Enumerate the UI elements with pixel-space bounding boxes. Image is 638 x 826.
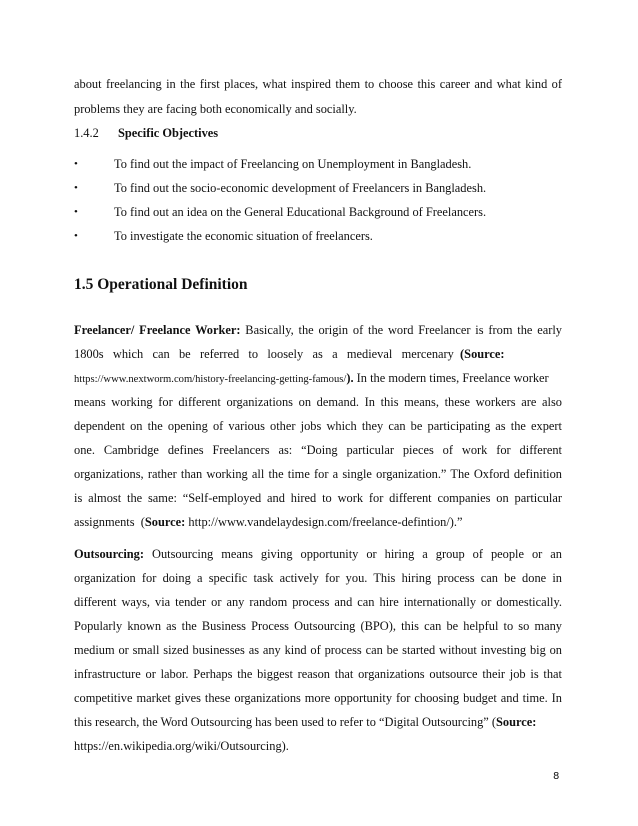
- paragraph-line: competitive market gives these organizations more opportunity for choosing budget and time. In: [74, 691, 562, 705]
- line-text: assignments (: [74, 515, 145, 529]
- paragraph-line: https://en.wikipedia.org/wiki/Outsourcing).: [74, 739, 289, 753]
- paragraph-line: dependent on the opening of various other jobs which they can be participating as the expert: [74, 419, 562, 433]
- line-text: Basically, the origin of the word Freelancer is from the early: [240, 323, 562, 337]
- line-text: Outsourcing means giving opportunity or hiring a group of people or an: [144, 547, 562, 561]
- subsection-number: 1.4.2: [74, 126, 99, 140]
- paragraph-line: [74, 514, 562, 530]
- definition-term: Outsourcing:: [74, 547, 144, 561]
- line-text: In the modern times, Freelance worker: [353, 371, 549, 385]
- paragraph-line: [74, 346, 562, 362]
- line-text: ).: [346, 371, 354, 385]
- paragraph-line: [74, 546, 562, 562]
- subsection-title: Specific Objectives: [118, 126, 219, 140]
- paragraph-line: means working for different organizations on demand. In this means, these workers are also: [74, 395, 562, 409]
- definition-term: Freelancer/ Freelance Worker:: [74, 323, 241, 337]
- bullet-icon: •: [74, 158, 78, 170]
- source-label: (Source:: [460, 347, 505, 361]
- paragraph-line: infrastructure or labor. Perhaps the biggest reason that organizations outsource their job is that: [74, 667, 562, 681]
- paragraph-line: [74, 322, 562, 338]
- section-title: 1.5 Operational Definition: [74, 276, 248, 293]
- paragraph-line: is almost the same: “Self-employed and hired to work for different companies on particular: [74, 491, 562, 505]
- paragraph-line: organization for doing a specific task actively for you. This hiring process can be done in: [74, 571, 562, 585]
- bullet-icon: •: [74, 230, 78, 242]
- paragraph-line: [74, 370, 562, 388]
- source-url: https://www.nextworm.com/history-freelancing-getting-famous/: [74, 374, 347, 385]
- bullet-icon: •: [74, 182, 78, 194]
- line-text: 1800s which can be referred to loosely as a medieval mercenary: [74, 347, 461, 361]
- source-label: Source:: [496, 715, 537, 729]
- paragraph-line: Popularly known as the Business Process Outsourcing (BPO), this can be helpful to so many: [74, 619, 562, 633]
- paragraph-line: one. Cambridge defines Freelancers as: “Doing particular pieces of work for different: [74, 443, 562, 457]
- source-label: Source:: [144, 515, 186, 529]
- intro-line: about freelancing in the first places, what inspired them to choose this career and what kind of: [74, 77, 562, 91]
- list-item: To find out the impact of Freelancing on Unemployment in Bangladesh.: [114, 157, 472, 171]
- line-text: this research, the Word Outsourcing has been used to refer to “Digital Outsourcing” (: [74, 715, 496, 729]
- bullet-icon: •: [74, 206, 78, 218]
- paragraph-line: [74, 714, 562, 730]
- list-item: To find out an idea on the General Educational Background of Freelancers.: [114, 205, 487, 219]
- line-text: http://www.vandelaydesign.com/freelance-defintion/).”: [185, 515, 463, 529]
- paragraph-line: different ways, via tender or any random process and can hire internationally or domestically.: [74, 595, 562, 609]
- page-number: 8: [553, 771, 560, 782]
- paragraph-line: medium or small sized businesses as any kind of process can be started without investing big on: [74, 643, 562, 657]
- list-item: To find out the socio-economic development of Freelancers in Bangladesh.: [114, 181, 487, 195]
- intro-line: problems they are facing both economically and socially.: [74, 102, 357, 116]
- list-item: To investigate the economic situation of freelancers.: [114, 229, 373, 243]
- paragraph-line: organizations, rather than working all the time for a single organization.” The Oxford definition: [74, 467, 562, 481]
